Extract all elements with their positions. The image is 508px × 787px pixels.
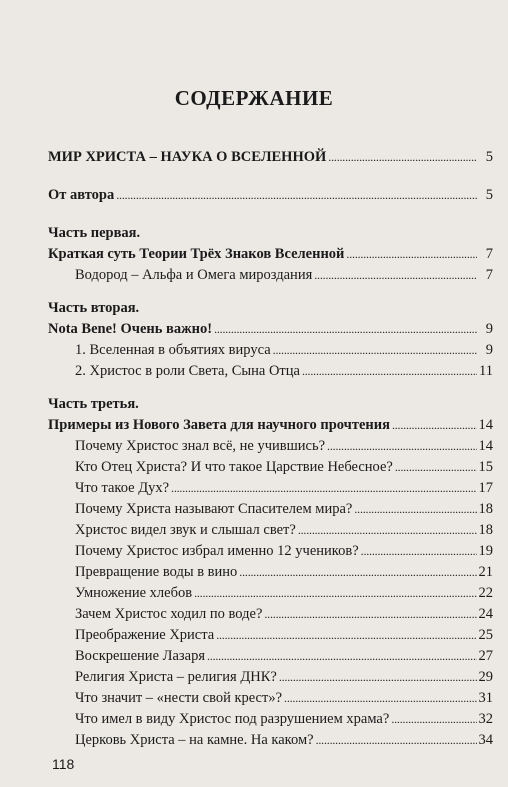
leader-dots [391,709,476,730]
part-label: Часть вторая. [48,300,140,316]
toc-entry-text: Зачем Христос ходил по воде? [75,606,263,622]
leader-dots [279,667,477,688]
toc-entry-page: 34 [478,732,493,748]
toc-entry-text: Почему Христа называют Спасителем мира? [75,501,353,517]
toc-entry-text: МИР ХРИСТА – НАУКА О ВСЕЛЕННОЙ [48,149,327,165]
toc-entry-page: 14 [478,417,493,433]
toc-entry-text: Воскрешение Лазаря [75,648,205,664]
toc-chapter [48,415,493,436]
toc-entry-page: 31 [478,690,493,706]
toc-item [48,667,493,688]
leader-dots [214,319,477,340]
toc-entry-text: Кто Отец Христа? И что такое Царствие Небесное? [75,459,393,475]
toc-entry-page: 21 [478,564,493,580]
toc-entry-text: Умножение хлебов [75,585,193,601]
part-label: Часть первая. [48,225,141,241]
toc-item [48,436,493,457]
table-of-contents [48,147,493,751]
leader-dots [284,688,476,709]
toc-item [48,541,493,562]
toc-entry-page: 24 [478,606,493,622]
toc-entry-page: 25 [478,627,493,643]
toc-entry-page: 29 [478,669,493,685]
toc-entry-text: Преображение Христа [75,627,215,643]
toc-entry-text: Что такое Дух? [75,480,170,496]
toc-entry-page: 5 [485,187,493,203]
toc-item-list [48,436,493,751]
toc-entry-main [48,147,493,168]
leader-dots [273,340,477,361]
toc-item [48,709,493,730]
leader-dots [298,520,477,541]
toc-item [48,520,493,541]
leader-dots [346,244,477,265]
leader-dots [328,147,477,168]
toc-entry-page: 19 [478,543,493,559]
toc-item [48,562,493,583]
toc-item [48,478,493,499]
toc-entry-page: 5 [485,149,493,165]
toc-item [48,646,493,667]
toc-entry-text: Церковь Христа – на камне. На каком? [75,732,314,748]
toc-entry-text: Водород – Альфа и Омега мироздания [75,267,313,283]
toc-entry-page: 27 [478,648,493,664]
leader-dots [327,436,476,457]
toc-entry-text: Что значит – «нести свой крест»? [75,690,283,706]
toc-entry-page: 32 [478,711,493,727]
leader-dots [392,415,477,436]
leader-dots [194,583,476,604]
part-label: Часть третья. [48,396,139,412]
toc-item [48,361,493,382]
toc-entry-page: 9 [485,342,493,358]
leader-dots [314,265,477,286]
toc-entry-text: 2. Христос в роли Света, Сына Отца [75,363,300,379]
toc-item [48,604,493,625]
toc-entry-page: 17 [478,480,493,496]
toc-entry-page: 22 [478,585,493,601]
leader-dots [116,185,477,206]
toc-item [48,499,493,520]
toc-item [48,625,493,646]
leader-dots [216,625,476,646]
toc-item [48,265,493,286]
toc-entry-text: Что имел в виду Христос под разрушением храма? [75,711,390,727]
toc-item [48,340,493,361]
leader-dots [316,730,477,751]
leader-dots [207,646,477,667]
toc-entry-page: 14 [478,438,493,454]
toc-entry-text: Краткая суть Теории Трёх Знаков Вселенной [48,246,345,262]
toc-item [48,688,493,709]
toc-chapter [48,244,493,265]
toc-entry-text: Почему Христос избрал именно 12 учеников? [75,543,359,559]
toc-entry-page: 9 [485,321,493,337]
toc-entry-page: 18 [478,522,493,538]
toc-item [48,583,493,604]
toc-entry-text: Почему Христос знал всё, не учившись? [75,438,326,454]
toc-entry-text: От автора [48,187,115,203]
leader-dots [395,457,477,478]
toc-entry-text: Превращение воды в вино [75,564,238,580]
toc-entry-text: Nota Bene! Очень важно! [48,321,213,337]
toc-entry-page: 11 [479,363,493,379]
toc-entry-page: 7 [485,267,493,283]
leader-dots [171,478,476,499]
toc-entry-text: Примеры из Нового Завета для научного прочтения [48,417,390,433]
page-title: СОДЕРЖАНИЕ [174,86,334,110]
toc-entry-author [48,185,493,206]
toc-entry-page: 7 [485,246,493,262]
toc-entry-text: 1. Вселенная в объятиях вируса [75,342,271,358]
toc-chapter [48,319,493,340]
toc-item [48,730,493,751]
toc-entry-text: Христос видел звук и слышал свет? [75,522,296,538]
toc-entry-page: 15 [478,459,493,475]
leader-dots [361,541,477,562]
leader-dots [354,499,476,520]
leader-dots [302,361,477,382]
toc-item [48,457,493,478]
page-number: 118 [52,756,75,772]
toc-entry-page: 18 [478,501,493,517]
leader-dots [264,604,476,625]
leader-dots [239,562,476,583]
toc-entry-text: Религия Христа – религия ДНК? [75,669,277,685]
